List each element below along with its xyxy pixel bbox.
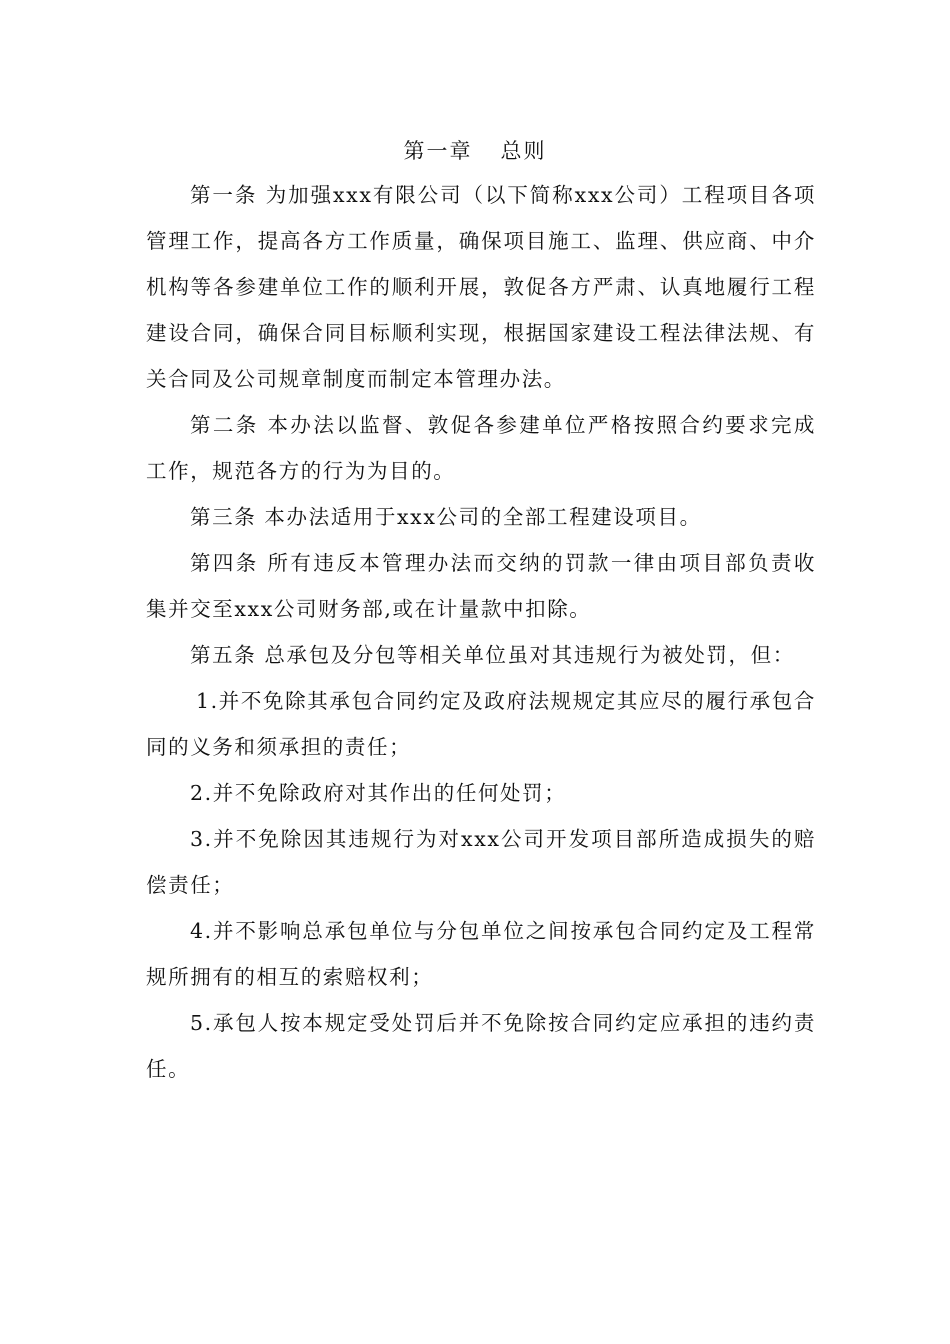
article-5-item-1: 1.并不免除其承包合同约定及政府法规规定其应尽的履行承包合同的义务和须承担的责任； [146,689,816,759]
chapter-title [0,134,950,168]
article-5: 第五条 总承包及分包等相关单位虽对其违规行为被处罚，但： [190,643,795,667]
document-body [146,172,816,1092]
article-5-item-4: 4.并不影响总承包单位与分包单位之间按承包合同约定及工程常规所拥有的相互的索赔权利； [146,919,816,989]
chapter-number: 第一章 [403,139,473,163]
article-5-item-2: 2.并不免除政府对其作出的任何处罚； [190,781,567,805]
article-2: 第二条 本办法以监督、敦促各参建单位严格按照合约要求完成工作，规范各方的行为为目的。 [146,413,816,483]
article-5-item-3: 3.并不免除因其违规行为对xxx公司开发项目部所造成损失的赔偿责任； [146,827,816,897]
article-5-item-5: 5.承包人按本规定受处罚后并不免除按合同约定应承担的违约责任。 [146,1011,816,1081]
article-3: 第三条 本办法适用于xxx公司的全部工程建设项目。 [190,505,702,529]
article-4: 第四条 所有违反本管理办法而交纳的罚款一律由项目部负责收集并交至xxx公司财务部,或在计量款中扣除。 [146,551,816,621]
chapter-name: 总则 [500,139,547,163]
article-1: 第一条 为加强xxx有限公司（以下简称xxx公司）工程项目各项管理工作，提高各方工作质量，确保项目施工、监理、供应商、中介机构等各参建单位工作的顺利开展，敦促各方严肃、认真地履行工程建设合同，确保合同目标顺利实现，根据国家建设工程法律法规、有关合同及公司规章制度而制定本管理办法。 [146,183,816,391]
